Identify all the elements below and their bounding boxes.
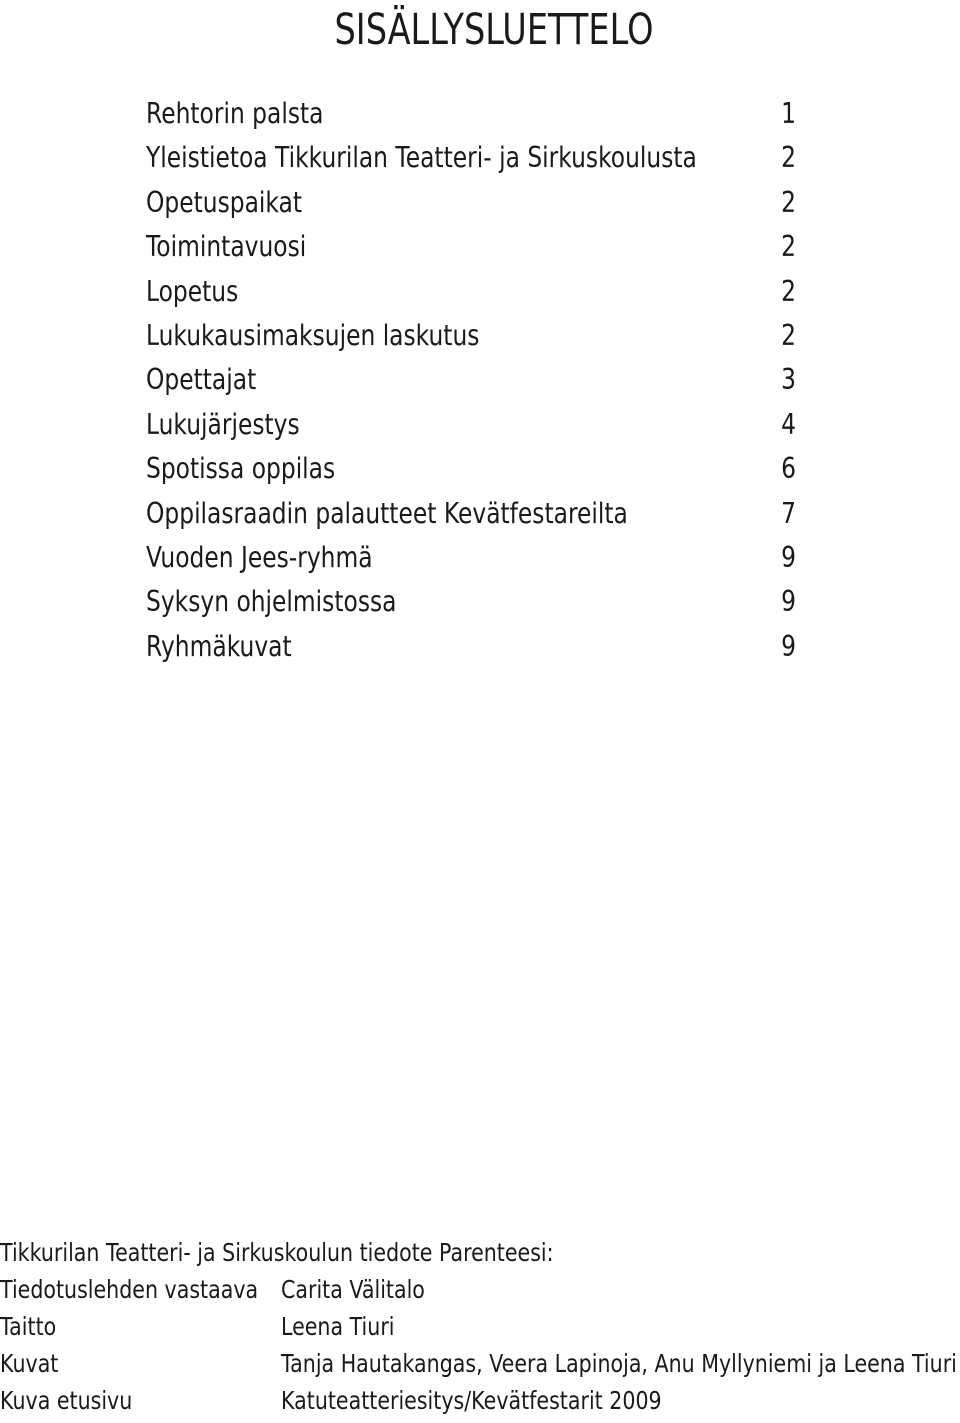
toc-entry-page: 2 — [781, 185, 796, 219]
toc-entry — [146, 181, 796, 225]
toc-entry-page: 2 — [781, 141, 796, 175]
toc-entry-page: 4 — [781, 407, 796, 441]
toc-entry — [146, 536, 796, 580]
page-title: SISÄLLYSLUETTELO — [334, 5, 654, 55]
toc-entry-page: 1 — [781, 97, 796, 130]
toc-entry-title: Toimintavuosi — [146, 230, 307, 264]
toc-entry — [146, 92, 796, 136]
toc-entry-title: Rehtorin palsta — [146, 97, 324, 130]
toc-entry-title: Yleistietoa Tikkurilan Teatteri- ja Sirkuskoulusta — [146, 141, 697, 175]
colophon-heading: Tikkurilan Teatteri- ja Sirkuskoulun tiedote Parenteesi: — [0, 1238, 554, 1267]
colophon-person: Leena Tiuri — [281, 1312, 395, 1341]
toc-entry — [146, 492, 796, 536]
toc-entry-title: Opettajat — [146, 363, 257, 397]
colophon-row — [0, 1308, 960, 1345]
toc-entry-title: Spotissa oppilas — [146, 452, 336, 486]
toc-entry-title: Lukukausimaksujen laskutus — [146, 318, 480, 352]
toc-entry-page: 2 — [781, 230, 796, 264]
toc-entry — [146, 447, 796, 491]
toc-entry-title: Vuoden Jees-ryhmä — [146, 540, 373, 574]
colophon-person: Carita Välitalo — [281, 1275, 425, 1304]
toc-entry — [146, 136, 796, 180]
colophon-person: Tanja Hautakangas, Veera Lapinoja, Anu Myllyniemi ja Leena Tiuri — [281, 1349, 957, 1378]
toc-entry — [146, 580, 796, 624]
toc-entry-title: Lopetus — [146, 274, 239, 308]
toc-entry-title: Oppilasraadin palautteet Kevätfestareilta — [146, 496, 628, 530]
toc-entry-page: 2 — [781, 274, 796, 308]
colophon-person: Katuteatteriesitys/Kevätfestarit 2009 — [281, 1386, 662, 1415]
toc-entry-page: 9 — [781, 629, 796, 663]
colophon-row — [0, 1382, 960, 1419]
colophon-role: Taitto — [0, 1312, 57, 1341]
toc-entry — [146, 625, 796, 669]
toc-entry-page: 3 — [781, 363, 796, 397]
toc-entry — [146, 270, 796, 314]
table-of-contents — [146, 92, 796, 669]
colophon — [0, 1234, 960, 1419]
toc-entry-page: 2 — [781, 318, 796, 352]
colophon-role: Tiedotuslehden vastaava — [0, 1275, 259, 1304]
toc-entry-title: Ryhmäkuvat — [146, 629, 292, 663]
toc-entry-page: 9 — [781, 585, 796, 619]
colophon-role: Kuvat — [0, 1349, 59, 1378]
toc-entry — [146, 358, 796, 402]
toc-entry — [146, 225, 796, 269]
colophon-row — [0, 1345, 960, 1382]
toc-entry-title: Lukujärjestys — [146, 407, 300, 441]
colophon-row — [0, 1271, 960, 1308]
toc-entry — [146, 403, 796, 447]
toc-entry-page: 7 — [781, 496, 796, 530]
toc-entry-page: 6 — [781, 452, 796, 486]
toc-entry-title: Syksyn ohjelmistossa — [146, 585, 397, 619]
colophon-role: Kuva etusivu — [0, 1386, 133, 1415]
toc-entry-page: 9 — [781, 540, 796, 574]
toc-entry — [146, 314, 796, 358]
toc-entry-title: Opetuspaikat — [146, 185, 303, 219]
